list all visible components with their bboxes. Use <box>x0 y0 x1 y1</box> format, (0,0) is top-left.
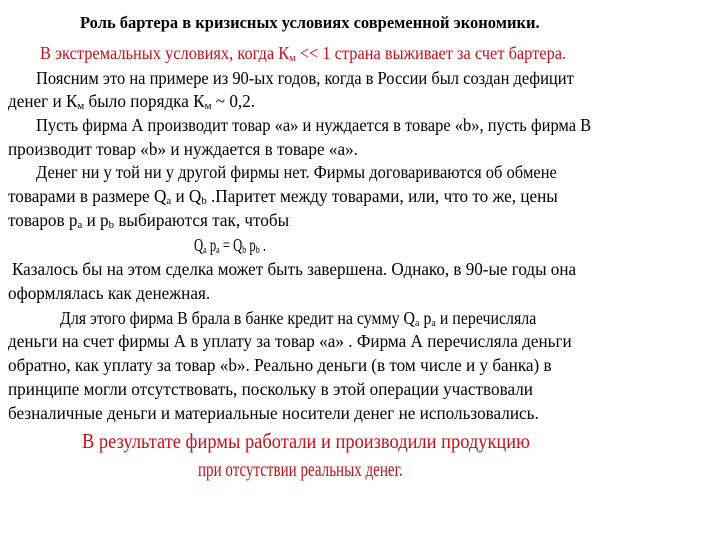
paragraph-line: Казалось бы на этом сделка может быть завершена. Однако, в 90-ые годы она <box>12 259 577 279</box>
thesis-line: В экстремальных условиях, когда $К_м << 1$ страна выживает за счет бартера. <box>40 43 567 64</box>
paragraph-line: товарами в размере $Q_a$ и $Q_b$ .Паритет между товарами, или, что то же, цены <box>8 186 558 207</box>
slide-title: Роль бартера в кризисных условиях современной экономики. <box>80 13 540 32</box>
paragraph-line: Поясним это на примере из 90-ых годов, когда в России был создан дефицит <box>36 68 574 88</box>
paragraph-line: производит товар «b» и нуждается в товаре «а». <box>8 139 358 159</box>
paragraph-line: Для этого фирма В брала в банке кредит на сумму $Q_a$ $p_a$ и перечисляла <box>60 308 537 329</box>
paragraph-line: Денег ни у той ни у другой фирмы нет. Фирмы договариваются об обмене <box>36 162 557 182</box>
conclusion-line: В результате фирмы работали и производили продукцию <box>82 429 530 453</box>
paragraph-line: оформлялась как денежная. <box>8 283 211 303</box>
conclusion-line: при отсутствии реальных денег. <box>198 457 403 481</box>
paragraph-line: товаров $p_a$ и $p_b$ выбираются так, чтобы <box>8 210 290 231</box>
paragraph-line: обратно, как уплату за товар «b». Реально деньги (в том числе и у банка) в <box>8 355 552 375</box>
paragraph-line: денег и $К_м$ было порядка $К_м$ ~ 0,2. <box>8 91 256 112</box>
paragraph-line: деньги на счет фирмы А в уплату за товар «а» . Фирма А перечисляла деньги <box>8 331 572 351</box>
paragraph-line: принципе могли отсутствовать, поскольку в этой операции участвовали <box>8 379 533 399</box>
paragraph-line: безналичные деньги и материальные носители денег не использовались. <box>8 403 539 423</box>
paragraph-line: Пусть фирма А производит товар «а» и нуждается в товаре «b», пусть фирма В <box>36 115 592 135</box>
equation-line: $Q_a$ $p_a = Q_b$ $p_b$ . <box>194 235 266 256</box>
